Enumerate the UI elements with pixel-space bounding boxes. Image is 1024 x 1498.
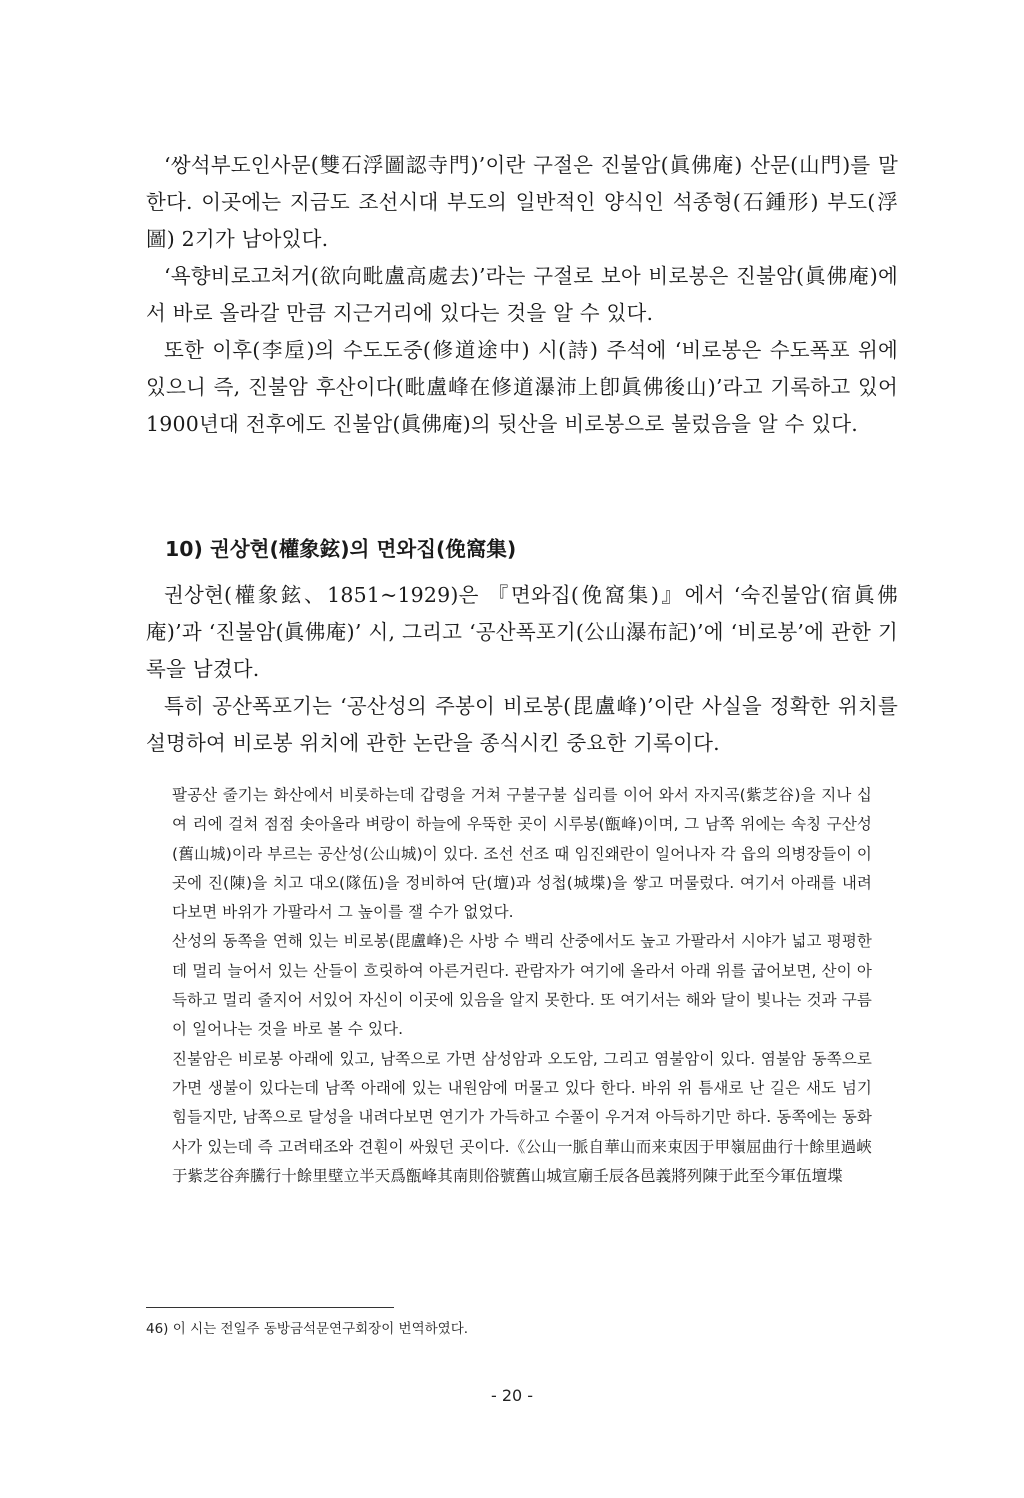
- paragraph: 특히 공산폭포기는 ‘공산성의 주봉이 비로봉(毘盧峰)’이란 사실을 정확한 위치를 설명하여 비로봉 위치에 관한 논란을 종식시킨 중요한 기록이다.: [146, 694, 898, 755]
- quoted-passage: [172, 781, 872, 1191]
- section-heading: 10) 권상현(權象鉉)의 면와집(俛窩集): [165, 537, 517, 561]
- paragraph: 권상현(權象鉉、1851~1929)은 『면와집(俛窩集)』에서 ‘숙진불암(宿眞佛庵)’과 ‘진불암(眞佛庵)’ 시, 그리고 ‘공산폭포기(公山瀑布記)’에 ‘비로봉’에 관한 기록을 남겼다.: [146, 583, 898, 681]
- page-number: - 20 -: [490, 1386, 534, 1405]
- paragraph: 또한 이후(李垕)의 수도도중(修道途中) 시(詩) 주석에 ‘비로봉은 수도폭포 위에 있으니 즉, 진불암 후산이다(毗盧峰在修道瀑沛上卽眞佛後山)’라고 기록하고 있어 1900년대 전후에도 진불암(眞佛庵)의 뒷산을 비로봉으로 불렀음을 알 수 있다.: [146, 338, 898, 436]
- body-text-block-1: [146, 147, 898, 443]
- paragraph: ‘쌍석부도인사문(雙石浮圖認寺門)’이란 구절은 진불암(眞佛庵) 산문(山門)를 말한다. 이곳에는 지금도 조선시대 부도의 일반적인 양식인 석종형(石鍾形) 부도(浮圖) 2기가 남아있다.: [146, 153, 898, 251]
- quote-paragraph: 팔공산 줄기는 화산에서 비롯하는데 갑령을 거쳐 구불구불 십리를 이어 와서 자지곡(紫芝谷)을 지나 십여 리에 걸쳐 점점 솟아올라 벼랑이 하늘에 우뚝한 곳이 시루봉(甑峰)이며, 그 남쪽 위에는 속칭 구산성(舊山城)이라 부르는 공산성(公山城)이 있다. 조선 선조 때 임진왜란이 일어나자 각 읍의 의병장들이 이곳에 진(陳)을 치고 대오(隊伍)을 정비하여 단(壇)과 성첩(城堞)을 쌓고 머물렀다. 여기서 아래를 내려다보면 바위가 가팔라서 그 높이를 잴 수가 없었다.: [172, 786, 872, 922]
- quote-paragraph: 산성의 동쪽을 연해 있는 비로봉(毘盧峰)은 사방 수 백리 산중에서도 높고 가팔라서 시야가 넓고 평평한데 멀리 늘어서 있는 산들이 흐릿하여 아른거린다. 관람자가 여기에 올라서 아래 위를 굽어보면, 산이 아득하고 멀리 줄지어 서있어 자신이 이곳에 있음을 알지 못한다. 또 여기서는 해와 달이 빛나는 것과 구름이 일어나는 것을 바로 볼 수 있다.: [172, 932, 872, 1039]
- quote-paragraph: 진불암은 비로봉 아래에 있고, 남쪽으로 가면 삼성암과 오도암, 그리고 염불암이 있다. 염불암 동쪽으로 가면 생불이 있다는데 남쪽 아래에 있는 내원암에 머물고 있다 한다. 바위 위 틈새로 난 길은 새도 넘기 힘들지만, 남쪽으로 달성을 내려다보면 연기가 가득하고 수풀이 우거져 아득하기만 하다. 동쪽에는 동화사가 있는데 즉 고려태조와 견훤이 싸웠던 곳이다.《公山一脈自華山而来束因于甲嶺屈曲行十餘里過峽于紫芝谷奔騰行十餘里壁立半天爲甑峰其南則俗號舊山城宣廟壬辰各邑義將列陳于此至今軍伍壇堞: [172, 1049, 872, 1185]
- footnote-divider: [146, 1307, 394, 1308]
- body-text-block-2: [146, 577, 898, 762]
- paragraph: ‘욕향비로고처거(欲向毗盧高處去)’라는 구절로 보아 비로봉은 진불암(眞佛庵)에서 바로 올라갈 만큼 지근거리에 있다는 것을 알 수 있다.: [146, 264, 898, 325]
- footnote: 46) 이 시는 전일주 동방금석문연구회장이 번역하였다.: [146, 1321, 469, 1337]
